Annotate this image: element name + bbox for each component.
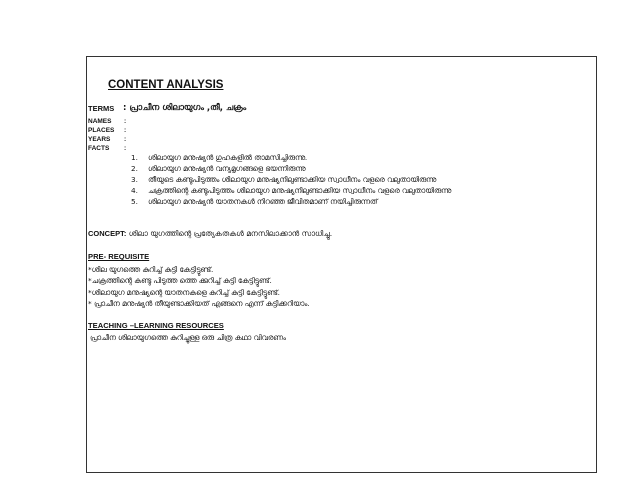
list-item — [131, 196, 451, 207]
facts-label: FACTS — [88, 145, 110, 152]
fact-text: ശിലായുഗ മനുഷ്യൻ യാതനകൾ നിറഞ്ഞ ജീവിതമാണ് നയിച്ചിരുന്നത് — [148, 197, 378, 206]
prerequisite-heading: PRE- REQUISITE — [88, 252, 150, 261]
list-item — [131, 152, 451, 163]
list-item — [131, 174, 451, 185]
facts-colon: : — [124, 145, 127, 152]
concept-line — [88, 229, 332, 239]
fact-number: 2. — [131, 164, 138, 173]
list-item — [131, 185, 451, 196]
resources-text: പ്രാചീന ശിലായുഗത്തെ കുറിച്ചുള്ള ഒരു ചിത്ര കഥാ വിവരണം — [90, 333, 286, 342]
facts-list — [131, 152, 451, 207]
list-item: *ശില യുഗത്തെ കുറിച്ച് കുട്ടി കേട്ടിട്ടുണ്ട്. — [88, 265, 214, 274]
fact-text: ശിലായുഗ മനുഷ്യൻ വന്യമൃഗങ്ങളെ ഭയന്നിരുന്നു — [148, 164, 306, 173]
names-label: NAMES — [88, 118, 112, 125]
terms-value: : പ്രാചീന ശിലായുഗം ,തീ, ചക്രം — [123, 103, 247, 113]
list-item — [131, 163, 451, 174]
list-item: *ചക്രത്തിന്റെ കണ്ടു പിടുത്ത ത്തെ ക്കുറിച്ച് കുട്ടി കേട്ടിട്ടുണ്ട്. — [88, 276, 272, 286]
list-item: *ശിലായുഗ മനുഷ്യന്റെ യാതനകളെ കുറിച്ച് കുട്ടി കേട്ടിട്ടുണ്ട്. — [88, 287, 280, 297]
page-title: CONTENT ANALYSIS — [108, 79, 224, 91]
fact-text: ചക്രത്തിന്റെ കണ്ടുപിടുത്തം ശിലായുഗ മനുഷ്യനിലുണ്ടാക്കിയ സ്വാധീനം വളരെ വലുതായിരുന്നു — [148, 186, 452, 195]
fact-number: 3. — [131, 175, 138, 184]
fact-text: ശിലായുഗ മനുഷ്യൻ ഗുഹകളിൽ താമസിച്ചിരുന്നു. — [148, 153, 308, 162]
names-colon: : — [124, 118, 127, 125]
fact-number: 1. — [131, 153, 138, 162]
concept-label: CONCEPT: — [88, 229, 127, 238]
years-colon: : — [124, 136, 127, 143]
list-item: * പ്രാചീന മനുഷ്യൻ തീയുണ്ടാക്കിയത് എങ്ങനെ എന്ന് കുട്ടിക്കറിയാം. — [88, 298, 310, 308]
fact-number: 5. — [131, 197, 138, 206]
prerequisite-list — [88, 264, 310, 309]
years-label: YEARS — [88, 136, 111, 143]
concept-text: ശിലാ യുഗത്തിന്റെ പ്രത്യേകതകൾ മനസിലാക്കാൻ സാധിച്ചു. — [126, 229, 333, 238]
fact-number: 4. — [131, 186, 138, 195]
places-label: PLACES — [88, 127, 115, 134]
terms-label: TERMS — [88, 104, 115, 113]
resources-heading: TEACHING –LEARNING RESOURCES — [88, 321, 224, 330]
places-colon: : — [124, 127, 127, 134]
fact-text: തീയുടെ കണ്ടുപിടുത്തം ശിലായുഗ മനുഷ്യനിലുണ്ടാക്കിയ സ്വാധീനം വളരെ വലുതായിരുന്നു — [148, 175, 437, 184]
